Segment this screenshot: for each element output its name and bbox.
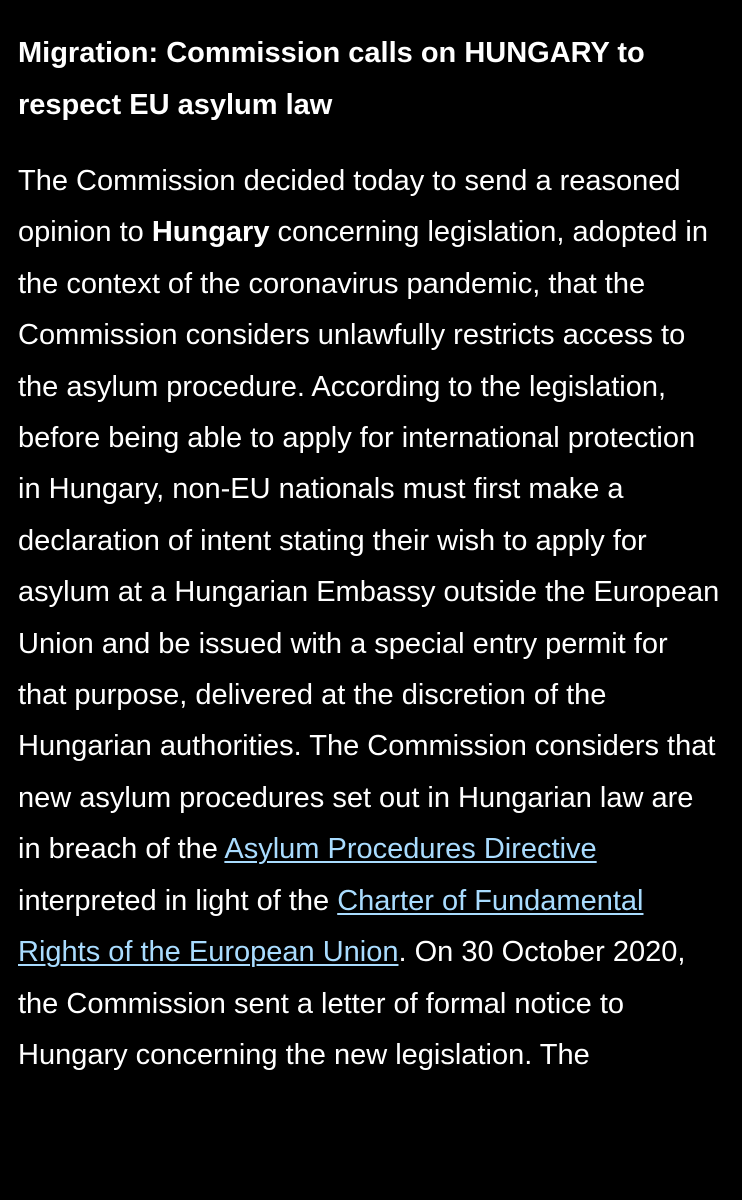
body-country-bold: Hungary <box>151 216 270 249</box>
body-text-intro: The Commission decided today to send a reasoned opinion to <box>18 165 681 249</box>
article-headline: Migration: Commission calls on HUNGARY to respect EU asylum law <box>18 37 645 121</box>
body-text-part4: . On 30 October 2020, the Commission sent a letter of formal notice to Hungary concerning the new legislation. The <box>18 936 686 1071</box>
body-text-part3: interpreted in light of the <box>18 884 338 917</box>
body-text-part2: concerning legislation, adopted in the context of the coronavirus pandemic, that the Commission considers unlawfully restricts access to the asylum procedure. According to the legislation, before being able to apply for international protection in Hungary, non-EU nationals must first make a declaration of intent stating their wish to apply for asylum at a Hungarian Embassy outside the European Union and be issued with a special entry permit for that purpose, delivered at the discretion of the Hungarian authorities. The Commission considers that new asylum procedures set out in Hungarian law are in breach of the <box>18 216 720 866</box>
charter-fundamental-rights-link[interactable]: Charter of Fundamental Rights of the European Union <box>18 884 644 969</box>
article-body <box>18 131 724 1081</box>
asylum-procedures-directive-link[interactable]: Asylum Procedures Directive <box>224 833 597 866</box>
